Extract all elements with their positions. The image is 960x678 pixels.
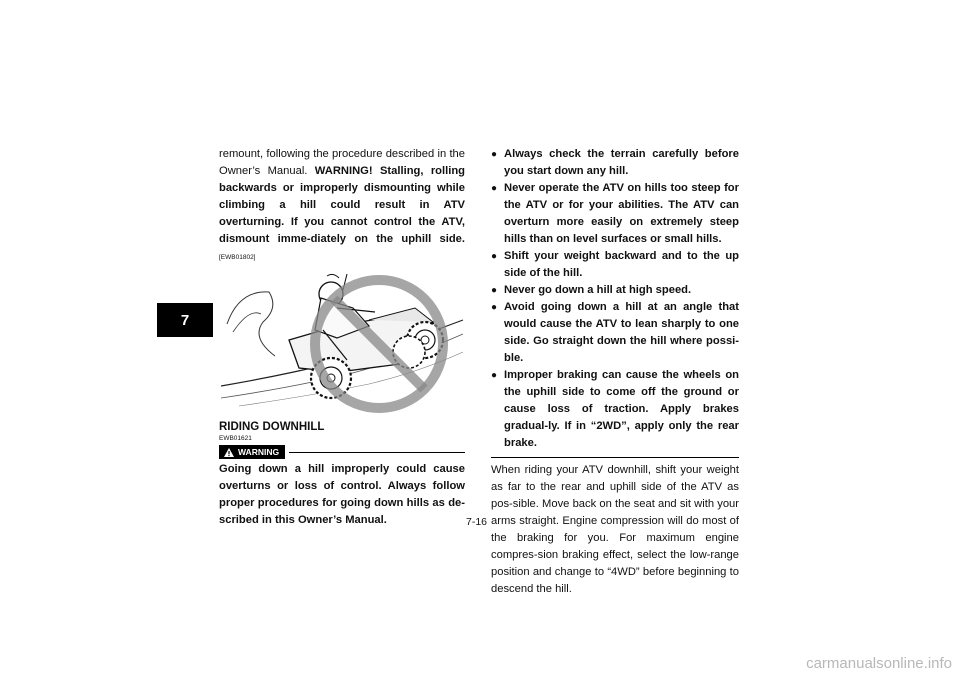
bullet-text: Never go down a hill at high speed. (504, 284, 692, 296)
warning-text: Going down a hill improperly could cause overturns or loss of control. Always follow proper procedures for going down hills as de-scribed in this Owner’s Manual. (219, 463, 465, 526)
intro-paragraph (219, 146, 465, 266)
warning-end-divider (491, 457, 739, 458)
list-item (491, 180, 739, 248)
page-number: 7-16 (466, 516, 488, 528)
right-column (491, 146, 739, 598)
warning-divider (289, 452, 465, 453)
list-item (491, 299, 739, 367)
bullet-icon: ● (491, 251, 498, 262)
list-item (491, 282, 739, 299)
list-item (491, 248, 739, 282)
list-item (491, 367, 739, 452)
bullet-text: Shift your weight backward and to the up side of the hill. (504, 250, 739, 279)
warning-triangle-icon (224, 448, 234, 457)
bullet-icon: ● (491, 302, 498, 313)
bullet-text: Never operate the ATV on hills too steep for the ATV or for your abilities. The ATV can overturn more easily on extremely steep hills than on level surfaces or small hills. (504, 182, 739, 245)
bullet-icon: ● (491, 370, 498, 381)
list-item (491, 146, 739, 180)
intro-text: remount, following the procedure described in the Owner’s Manual. (219, 148, 465, 177)
body-paragraph: When riding your ATV downhill, shift your weight as far to the rear and uphill side of the ATV as pos-sible. Move back on the seat and sit with your arms straight. Engine compression will do most of the braking for you. For maximum engine compres-sion braking effect, select the low-range position and change to “4WD” before beginning to descend the hill. (491, 464, 739, 595)
warning-label: WARNING (238, 446, 280, 457)
warning-header (219, 445, 465, 459)
section-code: EWB01621 (219, 435, 252, 442)
left-column (219, 146, 465, 529)
bullet-icon: ● (491, 285, 498, 296)
bullet-text: Avoid going down a hill at an angle that would cause the ATV to lean sharply to one side. Go straight down the hill where possi-ble. (504, 301, 739, 364)
intro-code: [EWB01802] (219, 254, 256, 261)
bullet-text: Improper braking can cause the wheels on the uphill side to come off the ground or cause loss of traction. Apply brakes gradual-ly. If in “2WD”, apply only the rear brake. (504, 369, 739, 449)
warning-badge (219, 445, 285, 459)
chapter-tab: 7 (157, 303, 213, 337)
intro-warning: WARNING! Stalling, rolling backwards or improperly dismounting while climbing a hill could result in ATV overturning. If you cannot control the ATV, dismount imme-diately on the uphill side. (219, 165, 466, 245)
atv-uphill-prohibited-illustration (219, 268, 465, 416)
footer-watermark[interactable]: carmanualsonline.info (806, 655, 952, 672)
section-heading: RIDING DOWNHILL (219, 421, 325, 433)
bullet-icon: ● (491, 149, 498, 160)
bullet-icon: ● (491, 183, 498, 194)
bullet-text: Always check the terrain carefully before you start down any hill. (504, 148, 739, 177)
